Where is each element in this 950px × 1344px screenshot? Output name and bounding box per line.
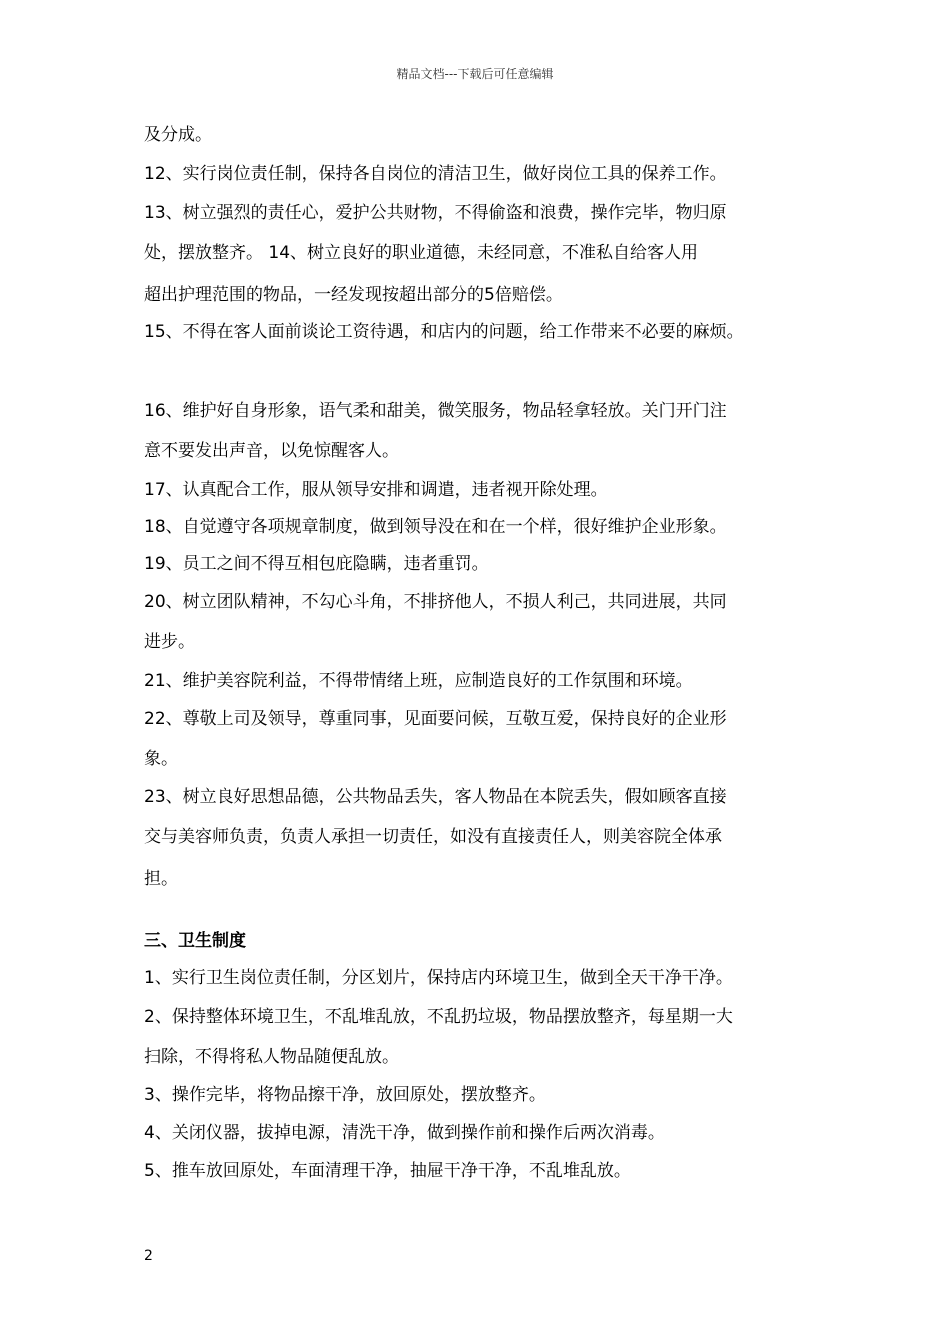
text-line: 2、保持整体环境卫生，不乱堆乱放，不乱扔垃圾，物品摆放整齐，每星期一大 xyxy=(144,1007,733,1027)
text-line: 及分成。 xyxy=(144,125,212,145)
text-line: 18、自觉遵守各项规章制度，做到领导没在和在一个样，很好维护企业形象。 xyxy=(144,517,727,537)
text-line: 交与美容师负责，负责人承担一切责任，如没有直接责任人，则美容院全体承 xyxy=(144,827,722,847)
text-line: 16、维护好自身形象，语气柔和甜美，微笑服务，物品轻拿轻放。关门开门注 xyxy=(144,401,727,421)
text-line: 象。 xyxy=(144,749,178,769)
text-line: 担。 xyxy=(144,869,178,889)
text-line: 4、关闭仪器，拔掉电源，清洗干净，做到操作前和操作后两次消毒。 xyxy=(144,1123,665,1143)
text-line: 23、树立良好思想品德，公共物品丢失，客人物品在本院丢失，假如顾客直接 xyxy=(144,787,727,807)
text-line: 20、树立团队精神，不勾心斗角，不排挤他人，不损人利己，共同进展，共同 xyxy=(144,592,727,612)
text-line: 扫除，不得将私人物品随便乱放。 xyxy=(144,1047,399,1067)
text-line: 5、推车放回原处，车面清理干净，抽屉干净干净，不乱堆乱放。 xyxy=(144,1161,631,1181)
section-title: 三、卫生制度 xyxy=(144,931,246,951)
text-line: 17、认真配合工作，服从领导安排和调遣，违者视开除处理。 xyxy=(144,480,608,500)
text-line: 12、实行岗位责任制，保持各自岗位的清洁卫生，做好岗位工具的保养工作。 xyxy=(144,164,727,184)
text-line: 19、员工之间不得互相包庇隐瞒，违者重罚。 xyxy=(144,554,489,574)
text-line: 21、维护美容院利益，不得带情绪上班，应制造良好的工作氛围和环境。 xyxy=(144,671,693,691)
text-line: 进步。 xyxy=(144,632,195,652)
text-line: 15、不得在客人面前谈论工资待遇，和店内的问题，给工作带来不必要的麻烦。 xyxy=(144,322,744,342)
text-line: 超出护理范围的物品，一经发现按超出部分的5倍赔偿。 xyxy=(144,285,563,305)
text-line: 22、尊敬上司及领导，尊重同事，见面要问候，互敬互爱，保持良好的企业形 xyxy=(144,709,727,729)
text-line: 13、树立强烈的责任心，爱护公共财物，不得偷盗和浪费，操作完毕，物归原 xyxy=(144,203,727,223)
text-line: 3、操作完毕，将物品擦干净，放回原处，摆放整齐。 xyxy=(144,1085,546,1105)
text-line: 处，摆放整齐。 14、树立良好的职业道德，未经同意，不准私自给客人用 xyxy=(144,243,699,263)
page-number: 2 xyxy=(144,1248,153,1264)
page-header: 精品文档---下载后可任意编辑 xyxy=(396,67,554,81)
text-line: 意不要发出声音，以免惊醒客人。 xyxy=(144,441,399,461)
text-line: 1、实行卫生岗位责任制，分区划片，保持店内环境卫生，做到全天干净干净。 xyxy=(144,968,733,988)
